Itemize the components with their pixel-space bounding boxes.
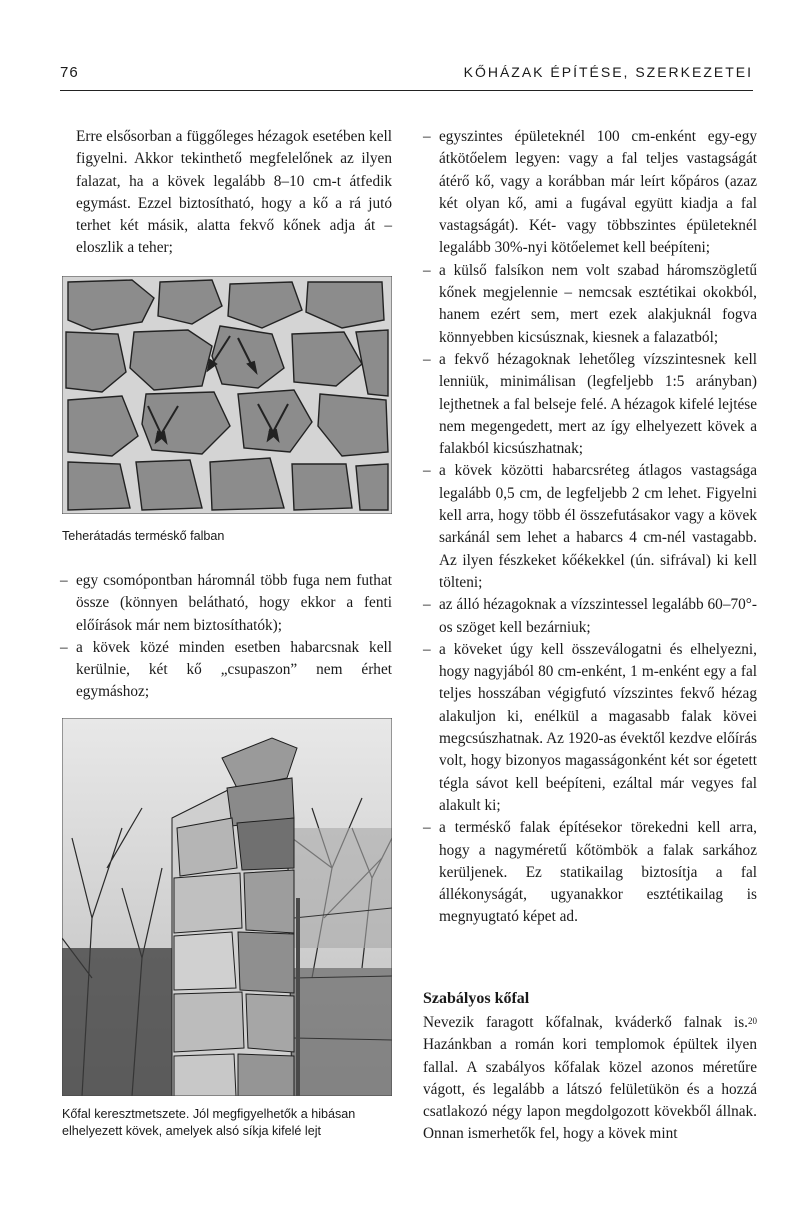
list-item [423,594,757,639]
list-item [60,570,392,637]
dash-marker: – [423,462,431,480]
dash-marker: – [60,638,68,656]
list-item-text: egy csomópontban háromnál több fuga nem futhat össze (könnyen belátható, hogy ekkor a fenti előírások már nem biztosíthatók); [76,572,392,634]
list-item-text: az álló hézagoknak a vízszintessel legalább 60–70°-os szöget kell bezárniuk; [439,596,757,636]
dash-marker: – [423,596,431,614]
list-item-text: a kövek közé minden esetben habarcsnak kell kerülnie, két kő „csupaszon” nem érhet egymáshoz; [76,638,392,701]
dash-marker: – [423,128,431,145]
right-list [423,126,757,929]
list-item [423,460,757,594]
figure2-caption: Kőfal keresztmetszete. Jól megfigyelhetők a hibásan elhelyezett kövek, amelyek alsó síkja kifelé lejt [62,1107,356,1138]
section-heading: Szabályos kőfal [423,990,530,1007]
list-item-text: a terméskő falak építésekor törekedni kell arra, hogy a nagyméretű kőtömbök a falak sarkához kerüljenek. Ez statikailag biztosítja a fal állékonyságát, ugyanakkor esztétikailag is megnyugtató képet ad. [439,819,757,926]
section-paragraph-start: Nevezik faragott kőfalnak, kváderkő falnak is. [423,1014,748,1031]
footnote-ref: 20 [748,1016,757,1026]
running-title: KŐHÁZAK ÉPÍTÉSE, SZERKEZETEI [463,64,753,80]
list-item [423,126,757,260]
list-item-text: a köveket úgy kell összeválogatni és elhelyezni, hogy nagyjából 80 cm-enként, 1 m-enként egy a fal teljes hosszában végigfutó vízszintes fekvő hézag alakuljon ki, enélkül a magasabb falak kövei megcsúszhatnak. Az 1920-as évektől kezdve előírás volt, hogy bizonyos magasságonként két sor égetett tégla sávot kell beépíteni, ezáltal már vegyes fal alakult ki; [439,640,757,814]
figure1-caption: Teherátadás terméskő falban [62,529,225,543]
page-number: 76 [60,64,79,81]
dash-marker: – [423,640,431,658]
dash-marker: – [423,350,431,368]
dash-marker: – [423,261,431,279]
list-item [423,260,757,349]
header-rule [60,90,753,91]
load-transfer-figure [62,276,392,514]
wall-photo [62,718,392,1096]
list-item [423,817,757,928]
list-item [423,639,757,817]
dash-marker: – [423,819,431,837]
dash-marker: – [60,572,68,589]
intro-paragraph: Erre elsősorban a függőleges hézagok esetében kell figyelni. Akkor tekinthető megfelelőnek az ilyen falazat, ha a kövek legalább 8–10 cm-t átfedik egymást. Ezzel biztosítható, hogy a kő a rá jutó terhet két másik, alatta fekvő kőnek adja át – eloszlik a teher; [76,128,392,257]
list-item [423,349,757,460]
list-item-text: a kövek közötti habarcsréteg átlagos vastagsága legalább 0,5 cm, de legfeljebb 2 cm lehet. Figyelni kell arra, hogy több él összefutásakor vagy a kövek sarkánál sem lehet a habarcs 4 cm-nél vastagabb. Az ilyen fészkeket kőékekkel (ún. sifrával) ki kell tölteni; [439,462,757,591]
list-item-text: a fekvő hézagoknak lehetőleg vízszintesnek kell lenniük, minimálisan (legfeljebb 1:5 arányban) lejthetnek a fal belseje felé. A hézagok kifelé lejtése nem megengedett, mert az így elhelyezett kövek a falakból kicsúszhatnak; [439,350,757,458]
list-item [60,637,392,704]
list-item-text: a külső falsíkon nem volt szabad háromszögletű kőnek megjelennie – nemcsak esztétikai okokból, hanem ezért sem, mert ezek alakjuknál fogva könnyebben kicsúsznak, kiesnek a falazatból; [439,261,757,346]
section-paragraph [423,1012,757,1146]
list-item-text: egyszintes épületeknél 100 cm-enként egy-egy átkötőelem legyen: vagy a fal teljes vastagságát átérő kő, vagy a korábban már leírt kőpáros (azaz két olyan kő, ami a fugával együtt kiadja a fal vastagságát). Két- vagy többszintes épületeknél legalább 30%-nyi kötőelemet kell beépíteni; [439,128,757,257]
section-paragraph-cont: Hazánkban a román kori templomok épültek ilyen fallal. A szabályos kőfalak közel azonos méretűre vágott, és legalább a látszó felületükön és a hozzá csatlakozó négy lapon megdolgozott kövekből állnak. Onnan ismerhetők fel, hogy a kövek mint [423,1036,757,1143]
left-list [60,570,392,704]
